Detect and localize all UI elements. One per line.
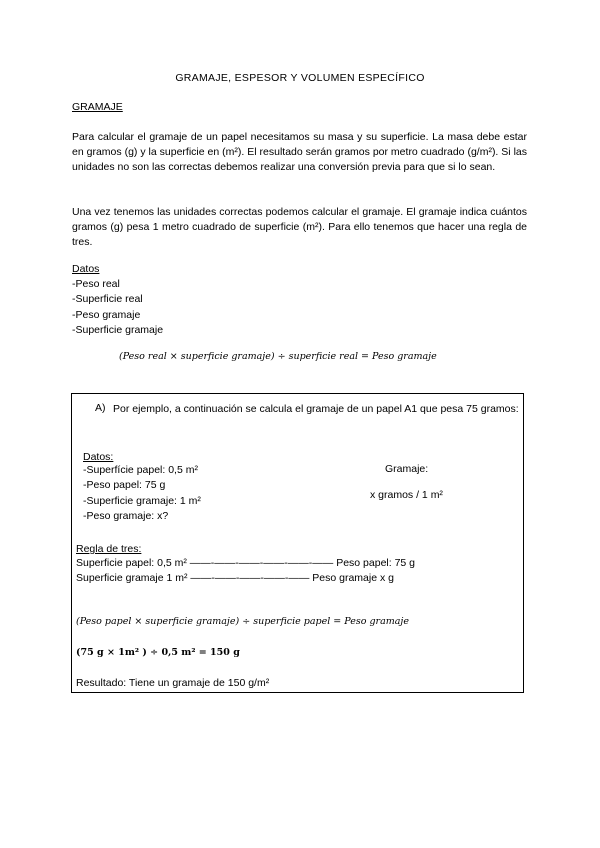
section-heading: GRAMAJE bbox=[72, 101, 123, 113]
example-datos-heading: Datos: bbox=[83, 451, 114, 463]
example-marker: A) bbox=[95, 402, 106, 414]
paragraph-intro: Para calcular el gramaje de un papel necesitamos su masa y su superficie. La masa debe estar en gramos (g) y la superficie en (m²). El resultado serán gramos por metro cuadrado (g/m²). Si las unidades no son las correctas debemos realizar una conversión previa para que si lo sean. bbox=[72, 131, 527, 174]
example-datos-list bbox=[83, 463, 201, 525]
list-item: -Peso real bbox=[72, 278, 120, 290]
example-result: Resultado: Tiene un gramaje de 150 g/m² bbox=[76, 677, 270, 689]
list-item: -Superficie gramaje bbox=[72, 323, 164, 336]
datos-heading: Datos bbox=[72, 263, 100, 275]
document-title: GRAMAJE, ESPESOR Y VOLUMEN ESPECÍFICO bbox=[175, 72, 425, 84]
regla-line: Superficie papel: 0,5 m² ——-——-——-——-——-—— Peso papel: 75 g bbox=[76, 557, 416, 569]
paragraph-units: Una vez tenemos las unidades correctas podemos calcular el gramaje. El gramaje indica cuántos gramos (g) pesa 1 metro cuadrado de superficie (m²). Para ello tenemos que hacer una regla de tres. bbox=[72, 206, 527, 249]
list-item: -Superficie real bbox=[72, 293, 143, 306]
list-item: -Peso gramaje: x? bbox=[83, 510, 169, 523]
gramaje-heading: Gramaje: bbox=[385, 463, 429, 475]
gramaje-value: x gramos / 1 m² bbox=[370, 489, 443, 501]
example-formula: (Peso papel × superficie gramaje) ÷ superficie papel = Peso gramaje bbox=[76, 616, 409, 627]
list-item: -Peso gramaje bbox=[72, 308, 141, 321]
datos-list bbox=[72, 277, 163, 338]
list-item: -Peso papel: 75 g bbox=[83, 479, 166, 492]
formula-general: (Peso real × superficie gramaje) ÷ superficie real = Peso gramaje bbox=[119, 351, 437, 362]
example-calculation: (75 g × 1m² ) ÷ 0,5 m² = 150 g bbox=[76, 647, 240, 658]
regla-line: Superficie gramaje 1 m² ——-——-——-——-—— Peso gramaje x g bbox=[76, 572, 394, 584]
example-intro: Por ejemplo, a continuación se calcula el gramaje de un papel A1 que pesa 75 gramos: bbox=[113, 403, 519, 415]
regla-heading: Regla de tres: bbox=[76, 543, 142, 555]
list-item: -Superficie gramaje: 1 m² bbox=[83, 494, 201, 507]
list-item: -Superfície papel: 0,5 m² bbox=[83, 464, 198, 476]
